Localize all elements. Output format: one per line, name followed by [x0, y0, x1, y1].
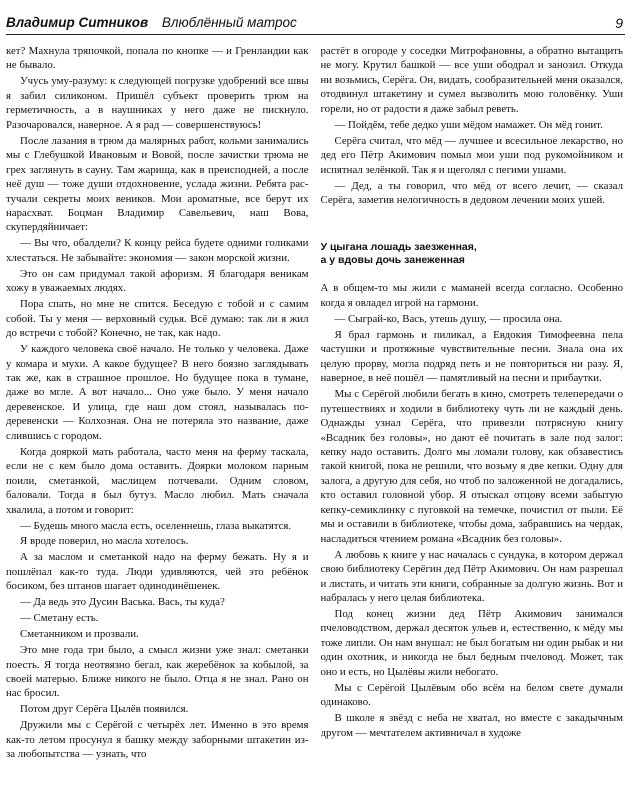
paragraph: У каждого человека своё начало. Не только у человека. Даже у комара и мухи. А какое будущее? В него боязно заглядывать так же, как в страшное прошлое. Но будущее пока в тумане, даже во мгле. А вот начало... Оно уже было. У меня начало деревенское. И улица, где наш дом стоял, называлась по-деревенски — Колхозная. Она не потеряла это название, даже слившись с городом. — [6, 343, 309, 442]
paragraph: Это мне года три было, а смысл жизни уже знал: сметанки поесть. Я тогда неотвязно бегал, как жеребёнок за кобылой, за своей матерью. Ближе никого не было. Отца я не знал. Рано он нас бросил. — [6, 644, 309, 700]
paragraph: — Дед, а ты говорил, что мёд от всего лечит, — сказал Серёга, заметив нелогичность в дедовом лечении моих ушей. — [320, 179, 623, 207]
paragraph: После лазания в трюм да малярных работ, кольми занимались мы с Глебушкой Ивановым и Вовой, после зачистки трюма не грех заглянуть в сауну. Там жарища, как в преисподней, а после неё душ — тоже души отдохновение, услада жизни. Ребята растучали секреты моих веников. Мои ароматные, все берут их нарасхват. Боцман Владимир Савельевич, наш Вова, скупердяйничает: — [6, 134, 309, 234]
paragraph: Это он сам придумал такой афоризм. Я благодаря веникам хожу в уважаемых людях. — [6, 267, 309, 295]
paragraph: Пора спать, но мне не спится. Беседую с тобой и с самим собой. Ты у меня — верховный судья. Всё думаю: так ли я жил до встречи с тобой? Конечно, не так, как надо. — [6, 298, 309, 340]
paragraph: А любовь к книге у нас началась с сундука, в котором держал свою библиотеку Серёгин дед Пётр Акимович. Он нам разрешал и листать, и читать эти книги, собранные за долгую жизнь. Вот и набралась у него целая библиотека. — [320, 548, 623, 604]
paragraph: Учусь уму-разуму: к следующей погрузке удобрений все швы я забил силиконом. Пришёл субъект проверить трюм на герметичность, а в наушниках у него даже не пискнуло. Разочаровался, наверное. А я рад — совершенствуюсь! — [6, 75, 309, 131]
paragraph: — Будешь много масла есть, оселеннешь, глаза выкатятся. — [20, 519, 292, 532]
paragraph: Мы с Серёгой Цылёвым обо всём на белом свете думали одинаково. — [320, 681, 623, 709]
paragraph: Сметанником и прозвали. — [20, 628, 139, 641]
paragraph: Я брал гармонь и пиликал, а Евдокия Тимофеевна пела частушки и протяжные чувствительные песни. Знала она их целую прорву, могла подряд петь и не повториться ни разу. Я, наверное, в неё пошёл — памятливый на песни и прибаутки. — [320, 328, 623, 385]
paragraph: А в общем-то мы жили с маманей всегда согласно. Особенно когда я овладел игрой на гармони. — [320, 282, 623, 309]
paragraph: — Вы что, обалдели? К концу рейса будете одними голиками хлестаться. Не забывайте: экономия — закон морской жизни. — [6, 237, 309, 264]
paragraph: Мы с Серёгой любили бегать в кино, смотреть телепередачи о путешествиях и ходили в библиотеку чуть ли не каждый день. Однажды узнал Серёга, что привезли потрясную книгу «Всадник без головы», но дают её почитать в зале под залог: кепку надо оставить. Долго мы ломали голову, как обзавестись такой книгой, пока не решили, что возьму я две кепки. Одну для залога, а другую для себя, но чтоб по заложенной не догадались, кто оставил головной убор. Я отыскал отцову всеми забытую кепку-семиклинку с пуговкой на темечке, почистил от пыли. Её мы и оставили в библиотеке, чтобы дома, забравшись на чердак, насладиться чтением романа «Всадник без головы». — [320, 388, 623, 545]
right-column — [321, 44, 624, 796]
paragraph: кет? Махнула тряпочкой, попала по кнопке — и Гренландии как не бывало. — [6, 45, 309, 72]
paragraph: Серёга считал, что мёд — лучшее и всесильное лекарство, но дед его Пётр Акимович помыл мои уши под рукомойником и испятнал зелёнкой. Так я и щеголял с пегими ушами. — [320, 134, 623, 176]
paragraph: — Сыграй-ко, Вась, утешь душу, — просила она. — [334, 312, 563, 325]
paragraph: Когда дояркой мать работала, часто меня на ферму таскала, если не с кем было дома оставить. Доярки молоком парным поили, сметанкой, маслицем потчевали. Одним словом, баловали. Тогда я был бутуз. Масло любил. Мать сначала хвалила, а потом и говорит: — [6, 445, 309, 516]
paragraph: — Да ведь это Дусин Васька. Вась, ты куда? — [20, 596, 225, 609]
section-heading — [321, 241, 624, 267]
paragraph: — Сметану есть. — [20, 612, 99, 625]
page-number: 9 — [615, 15, 623, 31]
paragraph: Под конец жизни дед Пётр Акимович занимался пчеловодством, держал десяток ульев и, естественно, к мёду мы тоже липли. Он нам внушал: не был богатым ни один рыбак и ни один охотник, и никогда не был бедным пчеловод. Может, так оно и есть, но Цылёвы жили небогато. — [320, 607, 623, 678]
paragraph: — Пойдём, тебе дедко уши мёдом намажет. Он мёд гонит. — [334, 118, 603, 131]
header-author: Владимир Ситников — [6, 15, 149, 30]
text-columns — [6, 44, 623, 796]
left-column — [6, 44, 309, 796]
paragraph: А за маслом и сметанкой надо на ферму бежать. Ну я и пошлёпал как-то туда. Люди удивляются, чей это ребёнок босиком, без штанов шагает одинодинёшенек. — [6, 551, 309, 593]
paragraph: растёт в огороде у соседки Митрофановны, а обратно вытащить не могу. Крутил башкой — все уши ободрал и занозил. Откуда ни возьмись, Серёга. Он, видать, сообразительней меня оказался, отодвинул штакетину и сумел вызволить мою головёнку. Уши горели, но от радости я даже забыл реветь. — [320, 45, 623, 115]
paragraph: В школе я звёзд с неба не хватал, но вместе с закадычным другом — мечтателем активничал в художе — [320, 712, 623, 739]
section-heading-line: У цыгана лошадь заезженная, — [320, 241, 477, 254]
section-heading-line: а у вдовы дочь занеженная — [320, 254, 465, 267]
paragraph: Потом друг Серёга Цылёв появился. — [20, 703, 189, 716]
running-header — [6, 14, 625, 35]
header-book-title: Влюблённый матрос — [161, 15, 297, 30]
paragraph: Я вроде поверил, но масла хотелось. — [20, 535, 189, 548]
paragraph: Дружили мы с Серёгой с четырёх лет. Именно в это время как-то летом просунул я башку между заборными штакетин из-за любопытства — узнать, что — [6, 719, 309, 761]
